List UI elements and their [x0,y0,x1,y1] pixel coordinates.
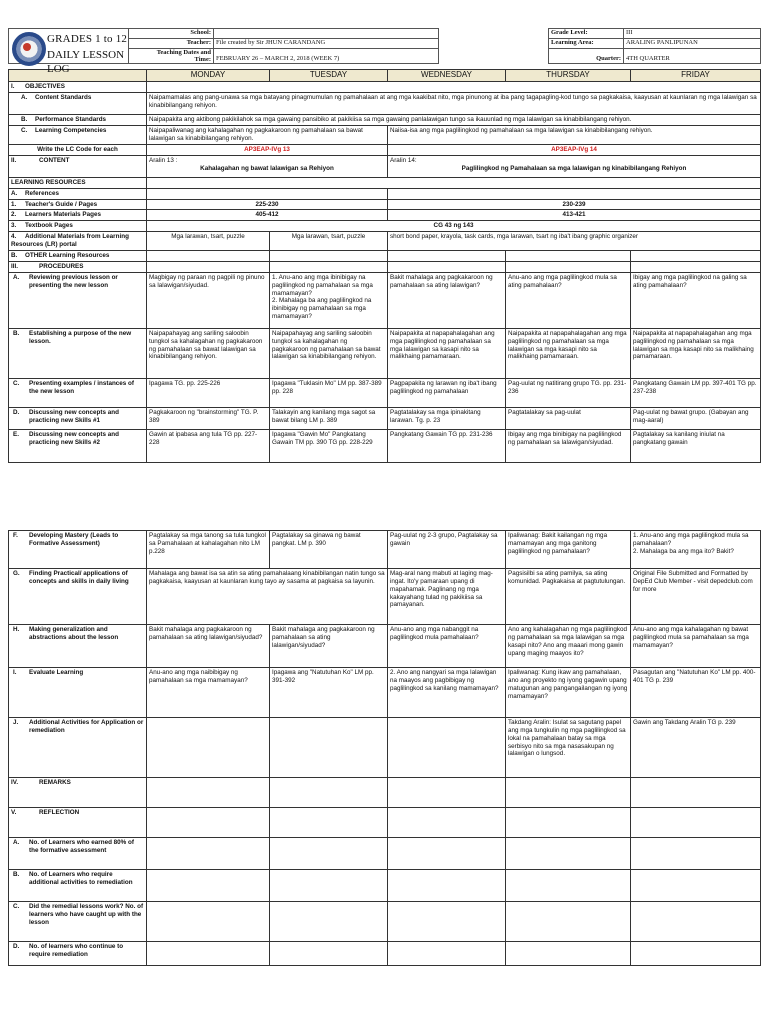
learning-resources-heading: LEARNING RESOURCES [9,177,147,188]
proc-g-wed: Mag-aral nang mabuti at laging mag-ingat. Ito'y pamaraan upang di mapahamak. Paglinang ng mga kakayahang tulad ng pakikiisa sa pamayanan. [388,569,506,625]
proc-g-label: G. Finding Practical/ applications of concepts and skills in daily living [9,569,147,625]
lc-code-a: AP3EAP-IVg 13 [147,145,388,156]
proc-g-fri: Original File Submitted and Formatted by DepEd Club Member - visit depedclub.com for more [631,569,761,625]
teacher-value: File created by Sir JHUN CARANDANG [214,39,439,49]
dll-title: DAILY LESSON LOG [47,49,125,75]
proc-g-thu: Pagsisilbi sa ating pamilya, sa ating komunidad. Pagkakaisa at pagtutulungan. [506,569,631,625]
content-standards-label: A. Content Standards [9,93,147,115]
proc-h-label: H. Making generalization and abstractions about the lesson [9,625,147,668]
performance-standards-label: B. Performance Standards [9,115,147,126]
proc-d-label: D. Discussing new concepts and practicing new Skills #1 [9,407,147,429]
proc-h-thu: Ano ang kahalagahan ng mga paglilingkod ng pamahalaan sa mga lalawigan sa mga kasapi nito? Ano ang maaari mong gawin upang maging maayos ito? [506,625,631,668]
content-a: Aralin 13 : Kahalagahan ng bawat lalawigan sa Rehiyon [147,155,388,177]
learning-area-label: Learning Area: [549,39,624,49]
lm-pages-a: 405-412 [147,210,388,221]
proc-f-thu: Ipaliwanag: Bakit kailangan ng mga mamamayan ang mga ganitong paglilingkod ng pamahalaan? [506,531,631,569]
additional-wed-fri: short bond paper, krayola, task cards, mga larawan, tsart ng iba't ibang graphic organizer [388,232,761,251]
proc-a-label: A. Reviewing previous lesson or presenting the new lesson [9,272,147,328]
content-b: Aralin 14: Paglilingkod ng Pamahalaan sa mga lalawigan ng kinabibilangang Rehiyon [388,155,761,177]
teacher-label: Teacher: [129,39,214,49]
grades-title: GRADES 1 to 12 [47,33,128,45]
proc-c-thu: Pag-uulat ng natitirang grupo TG. pp. 231-236 [506,378,631,407]
content-standards-text: Naipamamalas ang pang-unawa sa mga batayang pinagmumulan ng pamahalaan at ang mga kaakibat nito, mga pinunong at iba pang tagapagling-kod tungo sa pagkakaisa, kaayusan at kaunlaran ng mga lalawigan sa kinabibilangang rehiyon. [147,93,761,115]
school-value [214,29,439,39]
performance-standards-text: Naipapakita ang aktibong pakikilahok sa mga gawaing pansibiko at pakikiisa sa mga gawaing panlalawigan tungo sa ikauunlad ng mga lalawigan sa kinabibilangang rehiyon. [147,115,761,126]
proc-b-mon: Naipapahayag ang sariling saloobin tungkol sa kahalagahan ng pagkakaroon ng pamahalaan sa bawat lalawigan sa kinabibilangang rehiyon. [147,328,270,378]
proc-d-mon: Pagkakaroon ng "brainstorming" TG. P. 389 [147,407,270,429]
proc-c-wed: Pagpapakita ng larawan ng iba't ibang paglilingkod ng pamahalaan [388,378,506,407]
proc-b-thu: Naipapakita at napapahalagahan ang mga paglilingkod ng pamahalaan sa mga lalawigan sa mga kasapi nito sa malikhaing pamamaraan. [506,328,631,378]
proc-j-fri: Gawin ang Takdang Aralin TG p. 239 [631,718,761,778]
other-resources-label: B. OTHER Learning Resources [9,251,147,262]
additional-mon: Mga larawan, tsart, puzzle [147,232,270,251]
learning-competencies-b: Naiisa-isa ang mga paglilingkod ng pamahalaan sa mga lalawigan sa kinabibilangang rehiyon. [388,126,761,145]
reflection-a-label: A. No. of Learners who earned 80% of the formative assessment [9,838,147,870]
day-monday: MONDAY [147,70,270,82]
proc-h-fri: Anu-ano ang mga kahalagahan ng bawat paglilingkod mula sa pamahalaan sa mga mamamayan? [631,625,761,668]
proc-c-tue: Ipagawa "Tuklasin Mo" LM pp. 387-389 pp. 228 [270,378,388,407]
quarter-value: 4TH QUARTER [624,49,761,64]
proc-a-wed: Bakit mahalaga ang pagkakaroon ng pamahalaan sa ating lalawigan? [388,272,506,328]
proc-h-mon: Bakit mahalaga ang pagkakaroon ng pamahalaan sa ating lalawigan/siyudad? [147,625,270,668]
proc-e-mon: Gawin at ipabasa ang tula TG pp. 227-228 [147,429,270,462]
lc-code-b: AP3EAP-IVg 14 [388,145,761,156]
proc-f-fri: 1. Anu-ano ang mga paglilingkod mula sa pamahalaan? 2. Mahalaga ba ang mga ito? Bakit? [631,531,761,569]
lesson-log-page-2 [8,530,760,966]
proc-d-wed: Pagtatalakay sa mga ipinakitang larawan. Tg. p. 23 [388,407,506,429]
objectives-heading: I. OBJECTIVES [9,82,147,93]
tg-label: 1. Teacher's Guide / Pages [9,199,147,210]
proc-d-fri: Pag-uulat ng bawat grupo. (Gabayan ang mag-aaral) [631,407,761,429]
proc-f-tue: Pagtalakay sa ginawa ng bawat pangkat. LM p. 390 [270,531,388,569]
learning-competencies-label: C. Learning Competencies [9,126,147,145]
proc-i-fri: Pasagutan ang "Natutuhan Ko" LM pp. 400-401 TG p. 239 [631,668,761,718]
proc-f-mon: Pagtalakay sa mga tanong sa tula tungkol sa Pamahalaan at kahalagahan nito LM p.228 [147,531,270,569]
lc-code-label: Write the LC Code for each [9,145,147,156]
proc-j-label: J. Additional Activities for Application or remediation [9,718,147,778]
proc-a-tue: 1. Anu-ano ang mga ibinibigay na paglilingkod ng pamahalaan sa mga mamamayan? 2. Mahalaga ba ang paglilingkod na ibinibigay ng pamahalaan sa mga mamamayan? [270,272,388,328]
proc-e-wed: Pangkatang Gawain TG pp. 231-236 [388,429,506,462]
proc-h-tue: Bakit mahalaga ang pagkakaroon ng pamahalaan sa ating lalawigan/siyudad? [270,625,388,668]
content-heading: II. CONTENT [9,155,147,177]
additional-materials-label: 4. Additional Materials from Learning Resources (LR) portal [9,232,147,251]
proc-e-fri: Pagtalakay sa kanilang iniulat na pangkatang gawain [631,429,761,462]
reflection-b-label: B. No. of Learners who require additional activities to remediation [9,870,147,902]
lm-pages-b: 413-421 [388,210,761,221]
day-thursday: THURSDAY [506,70,631,82]
proc-i-mon: Anu-ano ang mga naibibigay ng pamahalaan sa mga mamamayan? [147,668,270,718]
references-label: A. References [9,188,147,199]
proc-i-thu: Ipaliwanag: Kung ikaw ang pamahalaan, ano ang proyekto ng iyong gagawin upang matugunan ang pangangailangan ng iyong mamamayan? [506,668,631,718]
lm-label: 2. Learners Materials Pages [9,210,147,221]
deped-seal-icon [12,32,46,66]
lesson-table-2 [8,530,761,966]
day-tuesday: TUESDAY [270,70,388,82]
learning-competencies-a: Naipapaliwanag ang kahalagahan ng pagkakaroon ng pamahalaan sa bawat lalawigan sa kinabibilangang rehiyon. [147,126,388,145]
tg-pages-b: 230-239 [388,199,761,210]
proc-g-mon-tue: Mahalaga ang bawat isa sa atin sa ating pamahalaang kinabibilangan natin tungo sa pagkakaisa, kaayusan at kaunlaran kung tayo ay sasama at pagkaisa sa layunin. [147,569,388,625]
lesson-log-page-1 [8,28,760,463]
proc-b-fri: Naipapakita at napapahalagahan ang mga paglilingkod ng pamahalaan sa mga lalawigan sa mga kasapi nito sa malikhaing pamamaraan. [631,328,761,378]
proc-d-tue: Talakayin ang kanilang mga sagot sa bawat bilang LM p. 389 [270,407,388,429]
proc-b-tue: Naipapahayag ang sariling saloobin tungkol sa kahalagahan ng pagkakaroon ng pamahalaan sa bawat lalawigan sa kinabibilangang rehiyon. [270,328,388,378]
quarter-label: Quarter: [549,49,624,64]
proc-a-mon: Magbigay ng paraan ng pagpili ng pinuno sa lalawigan/siyudad. [147,272,270,328]
lesson-table-1 [8,69,761,463]
grade-level-label: Grade Level: [549,29,624,39]
teaching-dates-label: Teaching Dates and Time: [129,49,214,64]
proc-b-label: B. Establishing a purpose of the new lesson. [9,328,147,378]
grade-level-value: III [624,29,761,39]
proc-f-wed: Pag-uulat ng 2-3 grupo, Pagtalakay sa gawain [388,531,506,569]
proc-d-thu: Pagtatalakay sa pag-uulat [506,407,631,429]
reflection-d-label: D. No. of learners who continue to require remediation [9,942,147,966]
proc-j-thu: Takdang Aralin: Isulat sa sagutang papel ang mga tungkulin ng mga paglilingkod sa lokal na pamahalaan batay sa mga serbisyo nito sa mga nasasakupan ng lalawigan o lungsod. [506,718,631,778]
proc-h-wed: Anu-ano ang mga nabanggit na paglilingkod mula pamahalaan? [388,625,506,668]
proc-c-mon: Ipagawa TG. pp. 225-226 [147,378,270,407]
proc-e-tue: Ipagawa "Gawin Mo" Pangkatang Gawain TM pp. 390 TG pp. 228-229 [270,429,388,462]
proc-c-label: C. Presenting examples / instances of the new lesson [9,378,147,407]
tg-pages-a: 225-230 [147,199,388,210]
proc-i-label: I. Evaluate Learning [9,668,147,718]
reflection-heading: V. REFLECTION [9,808,147,838]
remarks-heading: IV. REMARKS [9,778,147,808]
textbook-label: 3. Textbook Pages [9,221,147,232]
proc-e-label: E. Discussing new concepts and practicing new Skills #2 [9,429,147,462]
teaching-dates-value: FEBRUARY 26 – MARCH 2, 2018 (WEEK 7) [214,49,439,64]
learning-area-value: ARALING PANLIPUNAN [624,39,761,49]
day-friday: FRIDAY [631,70,761,82]
header-logo-area [9,29,129,75]
proc-f-label: F. Developing Mastery (Leads to Formative Assessment) [9,531,147,569]
procedures-heading: III. PROCEDURES [9,262,147,273]
additional-tue: Mga larawan, tsart, puzzle [270,232,388,251]
proc-a-fri: Ibigay ang mga paglilingkod na galing sa ating pamahalaan? [631,272,761,328]
proc-e-thu: Ibigay ang mga binibigay na paglilingkod ng pamahalaan sa lalawigan/siyudad. [506,429,631,462]
day-wednesday: WEDNESDAY [388,70,506,82]
school-label: School: [129,29,214,39]
proc-c-fri: Pangkatang Gawain LM pp. 397-401 TG pp. 237-238 [631,378,761,407]
proc-i-wed: 2. Ano ang nangyari sa mga lalawigan na maayos ang pagbibigay ng paglilingkod sa kanilang mamamayan? [388,668,506,718]
proc-a-thu: Anu-ano ang mga paglilingkod mula sa ating pamahalaan? [506,272,631,328]
textbook-pages: CG 43 ng 143 [147,221,761,232]
proc-i-tue: Ipagawa ang "Natutuhan Ko" LM pp. 391-392 [270,668,388,718]
reflection-c-label: C. Did the remedial lessons work? No. of learners who have caught up with the lesson [9,902,147,942]
proc-b-wed: Naipapakita at napapahalagahan ang mga paglilingkod ng pamahalaan sa mga lalawigan sa kasapi nito sa malikhaing pamamaraan. [388,328,506,378]
